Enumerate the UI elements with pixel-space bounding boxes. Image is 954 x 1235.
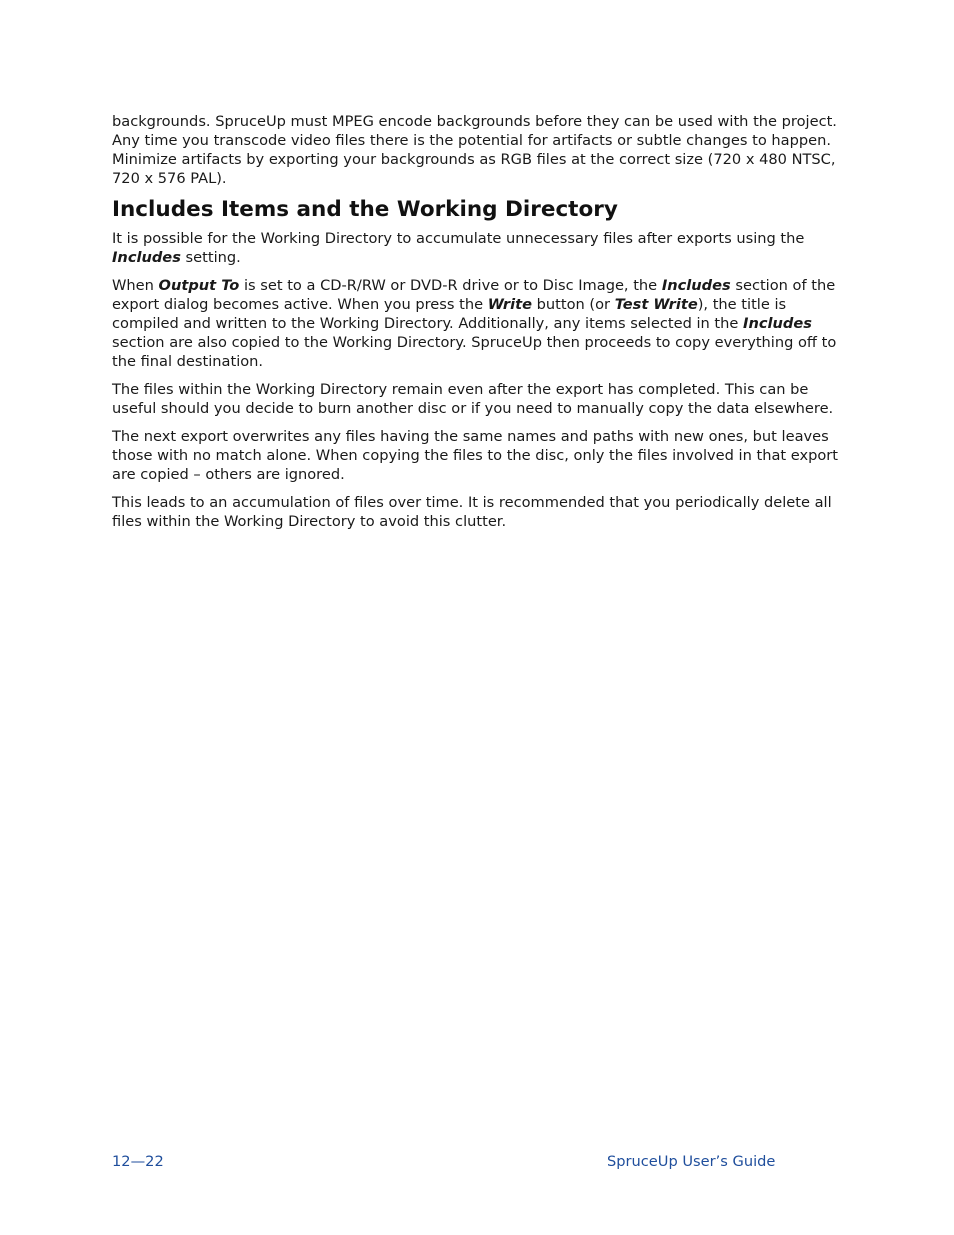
- intro-paragraph: backgrounds. SpruceUp must MPEG encode backgrounds before they can be used with the project. Any time you transcode video files there is the potential for artifacts or subtle changes to happen. Minimize artifacts by exporting your backgrounds as RGB files at the correct size (720 x 480 NTSC, 720 x 576 PAL).: [112, 113, 837, 187]
- p2-write-term: Write: [487, 296, 533, 313]
- p2-text-3: section of the export dialog becomes active. When you press the: [112, 277, 836, 313]
- p2-includes-term: Includes: [661, 277, 731, 294]
- paragraph-4: The next export overwrites any files having the same names and paths with new ones, but leaves those with no match alone. When copying the files to the disc, only the files involved in that export are copied – others are ignored.: [112, 428, 839, 483]
- paragraph-2: [112, 276, 842, 371]
- p2-text-2: is set to a CD-R/RW or DVD-R drive or to Disc Image, the: [239, 277, 662, 294]
- p2-text-4: button (or: [532, 296, 615, 313]
- p1-includes-term: Includes: [112, 249, 181, 266]
- p2-output-to-term: Output To: [158, 277, 240, 294]
- section-heading: Includes Items and the Working Directory: [112, 197, 618, 222]
- p1-text-1: It is possible for the Working Directory to accumulate unnecessary files after exports using the: [112, 230, 805, 247]
- p2-text-6: section are also copied to the Working Directory. SpruceUp then proceeds to copy everything off to the final destination.: [112, 334, 837, 370]
- p2-includes-term-2: Includes: [743, 315, 812, 332]
- page-body: [112, 112, 842, 540]
- footer-page-number: 12—22: [112, 1153, 164, 1170]
- paragraph-5: This leads to an accumulation of files over time. It is recommended that you periodically delete all files within the Working Directory to avoid this clutter.: [112, 494, 832, 530]
- p2-text-1: When: [112, 277, 159, 294]
- footer-guide-title: SpruceUp User’s Guide: [607, 1153, 776, 1170]
- paragraph-3: The files within the Working Directory remain even after the export has completed. This can be useful should you decide to burn another disc or if you need to manually copy the data elsewhere.: [112, 381, 834, 417]
- p1-text-2: setting.: [180, 249, 241, 266]
- p2-text-5: ), the title is compiled and written to the Working Directory. Additionally, any items selected in the: [112, 296, 787, 332]
- paragraph-1: [112, 229, 842, 267]
- p2-test-write-term: Test Write: [614, 296, 698, 313]
